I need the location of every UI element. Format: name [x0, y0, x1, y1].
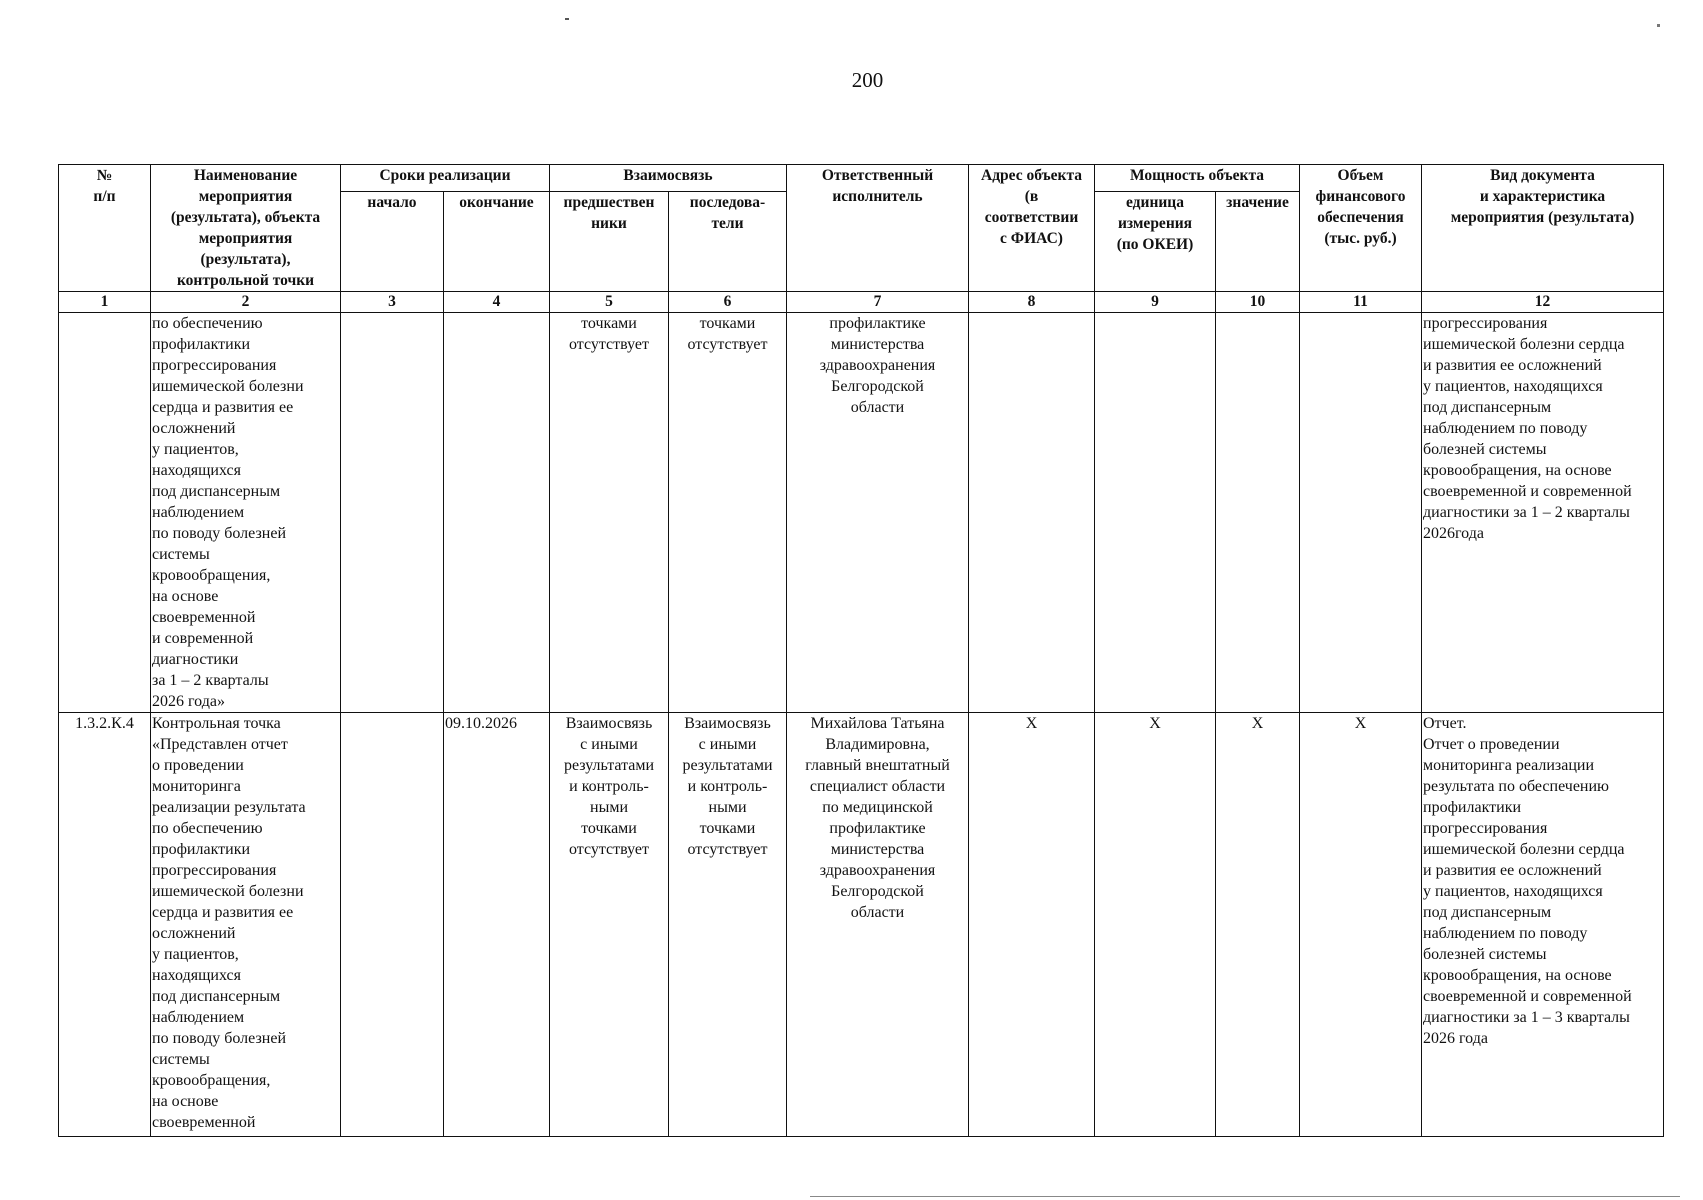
column-number: 2	[151, 292, 341, 313]
scan-speck	[565, 18, 569, 20]
cell-funding: Х	[1300, 713, 1422, 1137]
cell-number	[59, 313, 151, 713]
cell-unit	[1095, 313, 1216, 713]
cell-end: 09.10.2026	[444, 713, 550, 1137]
column-number: 5	[550, 292, 669, 313]
cell-value	[1216, 313, 1300, 713]
header-document: Вид документа и характеристика мероприятия (результата)	[1422, 165, 1664, 292]
cell-funding	[1300, 313, 1422, 713]
header-unit: единица измерения (по ОКЕИ)	[1095, 192, 1216, 292]
cell-start	[341, 713, 444, 1137]
column-number: 6	[669, 292, 787, 313]
cell-number: 1.3.2.К.4	[59, 713, 151, 1137]
column-number: 11	[1300, 292, 1422, 313]
header-predecessors: предшествен ники	[550, 192, 669, 292]
scan-edge-line	[810, 1196, 1680, 1197]
column-number: 1	[59, 292, 151, 313]
scan-speck	[1657, 24, 1660, 27]
cell-name: по обеспечению профилактики прогрессирования ишемической болезни сердца и развития ее осложнений у пациентов, находящихся под диспансерным наблюдением по поводу болезней системы кровообращения, на основе своевременной и современной диагностики за 1 – 2 кварталы 2026 года»	[151, 313, 341, 713]
cell-successors: точками отсутствует	[669, 313, 787, 713]
cell-name: Контрольная точка «Представлен отчет о проведении мониторинга реализации результата по обеспечению профилактики прогрессирования ишемической болезни сердца и развития ее осложнений у пациентов, находящихся под диспансерным наблюдением по поводу болезней системы кровообращения, на основе своевременной	[151, 713, 341, 1137]
column-number: 9	[1095, 292, 1216, 313]
column-number: 8	[969, 292, 1095, 313]
cell-responsible: Михайлова Татьяна Владимировна, главный внештатный специалист области по медицинской профилактике министерства здравоохранения Белгородской области	[787, 713, 969, 1137]
header-group-links: Взаимосвязь	[550, 165, 787, 192]
cell-predecessors: Взаимосвязь с иными результатами и контроль- ными точками отсутствует	[550, 713, 669, 1137]
cell-value: Х	[1216, 713, 1300, 1137]
page-number: 200	[851, 68, 884, 92]
cell-address	[969, 313, 1095, 713]
cell-successors: Взаимосвязь с иными результатами и контроль- ными точками отсутствует	[669, 713, 787, 1137]
cell-address: Х	[969, 713, 1095, 1137]
header-successors: последова- тели	[669, 192, 787, 292]
column-number: 4	[444, 292, 550, 313]
cell-start	[341, 313, 444, 713]
column-number: 3	[341, 292, 444, 313]
cell-responsible: профилактике министерства здравоохранения Белгородской области	[787, 313, 969, 713]
header-group-terms: Сроки реализации	[341, 165, 550, 192]
header-value: значение	[1216, 192, 1300, 292]
table-row	[59, 313, 1664, 713]
cell-document: Отчет. Отчет о проведении мониторинга реализации результата по обеспечению профилактики прогрессирования ишемической болезни сердца и развития ее осложнений у пациентов, находящихся под диспансерным наблюдением по поводу болезней системы кровообращения, на основе своевременной и современной диагностики за 1 – 3 кварталы 2026 года	[1422, 713, 1664, 1137]
cell-predecessors: точками отсутствует	[550, 313, 669, 713]
cell-document: прогрессирования ишемической болезни сердца и развития ее осложнений у пациентов, находящихся под диспансерным наблюдением по поводу болезней системы кровообращения, на основе своевременной и современной диагностики за 1 – 2 кварталы 2026года	[1422, 313, 1664, 713]
header-responsible: Ответственный исполнитель	[787, 165, 969, 292]
header-name: Наименование мероприятия (результата), объекта мероприятия (результата), контрольной точки	[151, 165, 341, 292]
table-row	[59, 713, 1664, 1137]
column-number: 12	[1422, 292, 1664, 313]
cell-unit: Х	[1095, 713, 1216, 1137]
header-number: № п/п	[59, 165, 151, 292]
column-number: 10	[1216, 292, 1300, 313]
plan-table	[58, 164, 1664, 1137]
header-address: Адрес объекта (в соответствии с ФИАС)	[969, 165, 1095, 292]
header-end: окончание	[444, 192, 550, 292]
header-funding: Объем финансового обеспечения (тыс. руб.)	[1300, 165, 1422, 292]
cell-end	[444, 313, 550, 713]
column-number: 7	[787, 292, 969, 313]
header-start: начало	[341, 192, 444, 292]
header-group-capacity: Мощность объекта	[1095, 165, 1300, 192]
